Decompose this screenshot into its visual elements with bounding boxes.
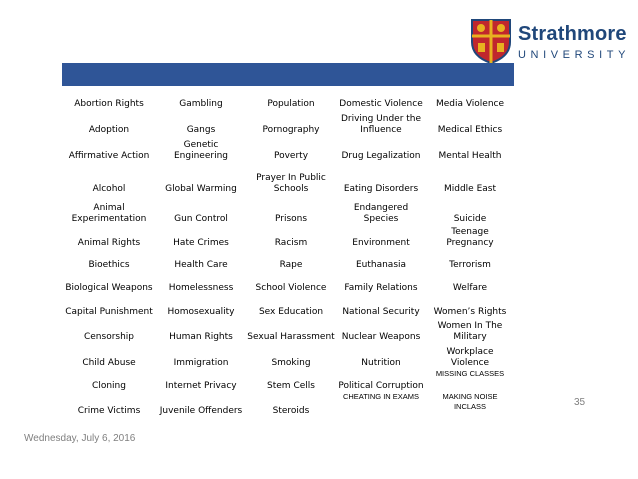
table-row (62, 225, 514, 249)
footer-date: Wednesday, July 6, 2016 (24, 433, 136, 444)
table-cell: Cloning (92, 381, 126, 391)
table-cell: Poverty (273, 151, 309, 161)
table-row (62, 136, 514, 162)
table-cell: Stem Cells (267, 381, 315, 391)
table-cell: Sexual Harassment (247, 332, 335, 342)
table-cell: Hate Crimes (173, 238, 229, 248)
table-cell: School Violence (255, 283, 327, 293)
table-cell: Middle East (443, 184, 496, 194)
table-cell: Global Warming (165, 184, 237, 194)
table-cell: Environment (352, 238, 410, 248)
table-cell: Adoption (88, 125, 130, 135)
strathmore-logo (470, 18, 635, 64)
table-cell: Immigration (173, 358, 229, 368)
table-cell: Gambling (179, 99, 223, 109)
table-row (62, 343, 514, 369)
table-cell: Steroids (272, 406, 310, 416)
table-cell: Nutrition (361, 358, 401, 368)
table-row (62, 195, 514, 225)
university-crest-icon (470, 18, 512, 64)
table-cell: Teenage Pregnancy (446, 227, 494, 248)
table-cell: Drug Legalization (341, 151, 421, 161)
brand-subtitle: UNIVERSITY (518, 49, 631, 61)
table-row (62, 392, 514, 417)
table-cell: Political Corruption (338, 381, 424, 391)
table-cell: Rape (279, 260, 303, 270)
table-cell: Mental Health (438, 151, 502, 161)
table-cell: Bioethics (88, 260, 130, 270)
table-cell: Homosexuality (167, 307, 235, 317)
table-cell: Sex Education (258, 307, 324, 317)
table-row (62, 110, 514, 136)
table-row (62, 369, 514, 392)
table-cell: Censorship (83, 332, 135, 342)
slide-number: 35 (574, 397, 586, 408)
table-cell: Suicide (453, 214, 487, 224)
table-cell: Population (267, 99, 315, 109)
table-cell: Family Relations (344, 283, 418, 293)
table-cell: Gun Control (174, 214, 228, 224)
table-cell: MAKING NOISE INCLASS (442, 392, 498, 411)
table-cell: Endangered Species (353, 203, 409, 224)
table-cell: Crime Victims (77, 406, 141, 416)
table-row (62, 162, 514, 195)
table-row (62, 86, 514, 110)
table-cell: Media Violence (435, 99, 505, 109)
table-cell: Eating Disorders (343, 184, 419, 194)
table-cell: Domestic Violence (339, 99, 423, 109)
table-cell: Human Rights (169, 332, 233, 342)
table-cell: Medical Ethics (437, 125, 503, 135)
brand-name: Strathmore (518, 23, 627, 45)
table-cell: Racism (274, 238, 308, 248)
table-header-band (62, 63, 514, 86)
table-cell: Workplace Violence (446, 347, 494, 368)
table-cell: Abortion Rights (74, 99, 144, 109)
table-cell: Gangs (186, 125, 216, 135)
table-cell: Internet Privacy (165, 381, 237, 391)
table-row (62, 318, 514, 343)
table-cell: Driving Under the Influence (340, 114, 422, 135)
table-cell: Child Abuse (82, 358, 136, 368)
table-row (62, 271, 514, 294)
table-cell: Health Care (174, 260, 228, 270)
table-cell: Animal Experimentation (71, 203, 147, 224)
table-cell: Biological Weapons (65, 283, 153, 293)
table-cell: MISSING CLASSES (435, 369, 505, 378)
table-cell: Women’s Rights (433, 307, 507, 317)
table-cell: National Security (342, 307, 420, 317)
topics-table (62, 86, 514, 417)
table-cell: Nuclear Weapons (341, 332, 421, 342)
table-cell: Terrorism (449, 260, 491, 270)
table-cell: Homelessness (168, 283, 234, 293)
table-cell: CHEATING IN EXAMS (342, 392, 420, 401)
table-row (62, 294, 514, 318)
table-row (62, 249, 514, 271)
table-cell: Alcohol (92, 184, 126, 194)
table-cell: Smoking (271, 358, 311, 368)
table-cell: Animal Rights (77, 238, 141, 248)
table-cell: Prisons (274, 214, 308, 224)
table-cell: Juvenile Offenders (159, 406, 243, 416)
table-cell: Pornography (262, 125, 320, 135)
table-cell: Capital Punishment (65, 307, 153, 317)
table-cell: Affirmative Action (68, 151, 150, 161)
table-cell: Welfare (452, 283, 488, 293)
table-cell: Women In The Military (437, 321, 503, 342)
table-cell: Prayer In Public Schools (256, 173, 326, 194)
table-cell: Euthanasia (355, 260, 407, 270)
table-cell: Genetic Engineering (174, 140, 228, 161)
